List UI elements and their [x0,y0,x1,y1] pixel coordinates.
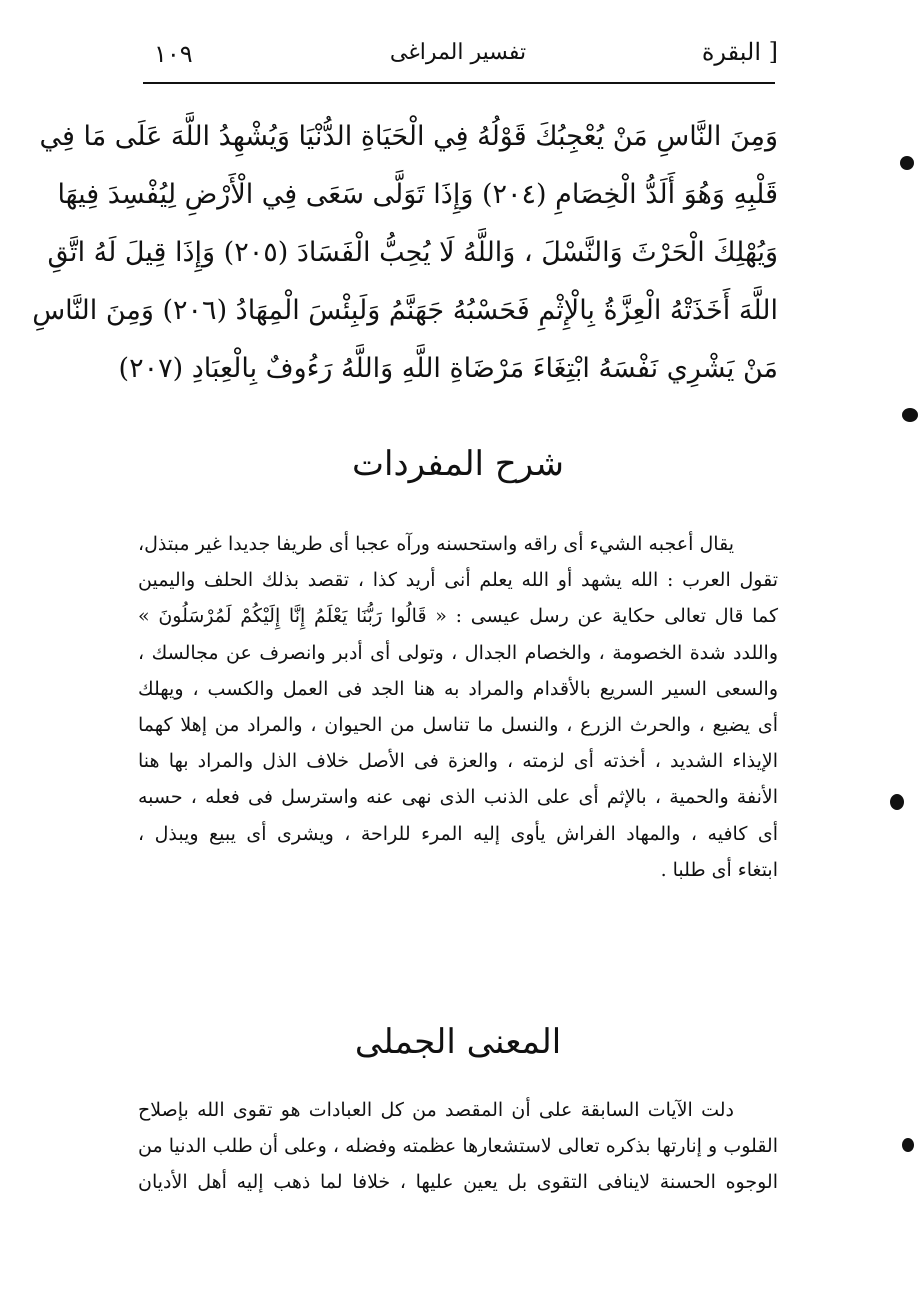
vocab-line: تقول العرب : الله يشهد أو الله يعلم أنى أريد كذا ، تقصد بذلك الحلف واليمين [138,569,778,592]
book-title: تفسير المراغى [389,40,527,65]
verse-line: مَنْ يَشْرِي نَفْسَهُ ابْتِغَاءَ مَرْضَاةِ اللَّهِ وَاللَّهُ رَءُوفٌ بِالْعِبَادِ (٢٠٧) [118,353,778,384]
meaning-text [138,1092,778,1201]
surah-name: [ البقرة [701,38,778,66]
meaning-line: دلت الآيات السابقة على أن المقصد من كل العبادات هو تقوى الله بإصلاح [138,1099,734,1121]
vocab-line: واللدد شدة الخصومة ، والخصام الجدال ، وتولى أى أدبر وانصرف عن مجالسك ، [138,641,778,664]
vocab-heading: شرح المفردات [351,444,565,484]
vocab-line: ابتغاء أى طلبا . [660,858,778,881]
vocab-line: كما قال تعالى حكاية عن رسل عيسى : « قَالُوا رَبُّنَا يَعْلَمُ إِنَّا إِلَيْكُمْ لَمُرْسَلُونَ » [138,605,778,628]
scan-speck [902,1138,914,1152]
vocab-line: والسعى السير السريع بالأقدام والمراد به هنا الجد فى العمل والكسب ، ويهلك [138,677,778,700]
vocab-line: الإيذاء الشديد ، أخذته أى لزمته ، والعزة فى الأصل خلاف الذل والمراد بها هنا [138,750,778,773]
vocab-text [138,526,778,888]
vocab-line: أى كافيه ، والمهاد الفراش يأوى إليه المرء للراحة ، ويشرى أى يبيع ويبذل ، [138,822,778,845]
verse-line: قَلْبِهِ وَهُوَ أَلَدُّ الْخِصَامِ (٢٠٤) وَإِذَا تَوَلَّى سَعَى فِي الْأَرْضِ لِيُفْسِدَ فِيهَا [57,179,778,210]
vocab-line: أى يضيع ، والحرث الزرع ، والنسل ما تناسل من الحيوان ، والمراد من إهلا كهما [138,713,778,736]
vocab-line: الأنفة والحمية ، بالإثم أى على الذنب الذى نهى عنه واسترسل فى فعله ، حسبه [138,786,778,809]
meaning-line: القلوب و إنارتها بذكره تعالى لاستشعارها عظمته وفضله ، وعلى أن طلب الدنيا من [138,1135,778,1158]
verse-line: وَيُهْلِكَ الْحَرْثَ وَالنَّسْلَ ، وَاللَّهُ لَا يُحِبُّ الْفَسَادَ (٢٠٥) وَإِذَا قِيلَ لَهُ اتَّقِ [47,237,778,268]
header-rule [143,82,775,84]
page-header [138,34,778,78]
scan-speck [890,794,904,810]
verse-line: وَمِنَ النَّاسِ مَنْ يُعْجِبُكَ قَوْلُهُ فِي الْحَيَاةِ الدُّنْيَا وَيُشْهِدُ اللَّهَ عَلَى مَا فِي [39,121,778,152]
scan-speck [902,408,918,422]
vocab-line: يقال أعجبه الشيء أى راقه واستحسنه ورآه عجبا أى طريفا جديدا غير مبتذل، [138,533,734,555]
scan-speck [900,156,914,170]
page-number: ١٠٩ [154,40,193,68]
quran-verses [32,108,778,398]
meaning-line: الوجوه الحسنة لاينافى التقوى بل يعين عليها ، خلافا لما ذهب إليه أهل الأديان [138,1171,778,1194]
meaning-heading: المعنى الجملى [354,1022,562,1062]
verse-line: اللَّهَ أَخَذَتْهُ الْعِزَّةُ بِالْإِثْمِ فَحَسْبُهُ جَهَنَّمُ وَلَبِئْسَ الْمِهَادُ (٢٠٦) وَمِنَ النَّاسِ [32,295,778,326]
